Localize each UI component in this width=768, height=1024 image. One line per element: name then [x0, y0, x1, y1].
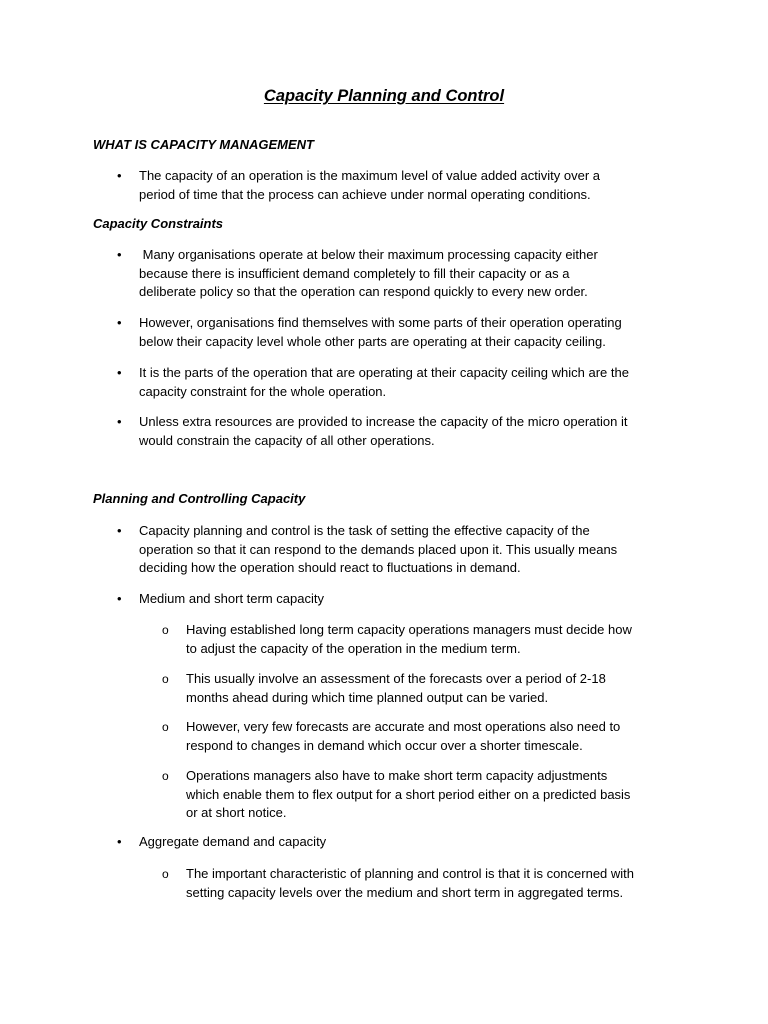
- list-item-line: because there is insufficient demand completely to fill their capacity or as a: [139, 265, 570, 281]
- document-title: [0, 87, 768, 106]
- list-item-line: Medium and short term capacity: [139, 591, 324, 606]
- section-heading-planning-controlling: Planning and Controlling Capacity: [93, 491, 306, 506]
- list-item-line: Unless extra resources are provided to increase the capacity of the micro operation it: [139, 414, 628, 429]
- sub-list-item: [186, 767, 630, 823]
- bullet-marker: •: [117, 591, 122, 606]
- list-item-line: below their capacity level whole other parts are operating at their capacity ceiling.: [139, 333, 606, 349]
- list-item-line: which enable them to flex output for a short period either on a predicted basis: [186, 786, 631, 802]
- sub-bullet-marker: o: [162, 720, 169, 734]
- list-item-line: months ahead during which time planned output can be varied.: [186, 689, 549, 705]
- bullet-marker: •: [117, 168, 122, 183]
- list-item-line: to adjust the capacity of the operation in the medium term.: [186, 640, 521, 656]
- bullet-marker: •: [117, 247, 122, 262]
- list-item: [139, 522, 617, 578]
- bullet-marker: •: [117, 523, 122, 538]
- document-title-text: Capacity Planning and Control: [263, 87, 505, 105]
- list-item-line: Having established long term capacity operations managers must decide how: [186, 622, 632, 637]
- section-heading-capacity-management: WHAT IS CAPACITY MANAGEMENT: [93, 137, 314, 152]
- sub-list-item: [186, 865, 634, 902]
- bullet-marker: •: [117, 315, 122, 330]
- list-item-line: operation so that it can respond to the demands placed upon it. This usually means: [139, 541, 618, 557]
- list-item: [139, 246, 598, 302]
- list-item-line: deciding how the operation should react to fluctuations in demand.: [139, 560, 521, 575]
- list-item-line: However, very few forecasts are accurate and most operations also need to: [186, 719, 621, 734]
- list-item-line: capacity constraint for the whole operation.: [139, 383, 387, 399]
- list-item-line: or at short notice.: [186, 805, 287, 820]
- list-item-line: Many organisations operate at below their maximum processing capacity either: [139, 247, 598, 262]
- sub-bullet-marker: o: [162, 769, 169, 783]
- list-item-line: Aggregate demand and capacity: [139, 834, 327, 849]
- list-item-line: The capacity of an operation is the maximum level of value added activity over a: [139, 168, 601, 183]
- list-item: [139, 364, 629, 401]
- list-item-line: respond to changes in demand which occur over a shorter timescale.: [186, 737, 583, 753]
- sub-bullet-marker: o: [162, 867, 169, 881]
- list-item: [139, 590, 324, 609]
- section-heading-capacity-constraints: Capacity Constraints: [93, 216, 224, 231]
- list-item-line: Operations managers also have to make short term capacity adjustments: [186, 768, 608, 783]
- sub-bullet-marker: o: [162, 672, 169, 686]
- list-item: [139, 167, 600, 204]
- list-item-line: Capacity planning and control is the task of setting the effective capacity of the: [139, 523, 590, 538]
- sub-list-item: [186, 718, 620, 755]
- sub-list-item: [186, 621, 632, 658]
- list-item-line: However, organisations find themselves with some parts of their operation operating: [139, 315, 622, 330]
- list-item-line: It is the parts of the operation that are operating at their capacity ceiling which are the: [139, 365, 629, 380]
- list-item-line: The important characteristic of planning and control is that it is concerned with: [186, 866, 635, 881]
- list-item-line: period of time that the process can achieve under normal operating conditions.: [139, 186, 591, 202]
- list-item: [139, 314, 622, 351]
- list-item-line: This usually involve an assessment of the forecasts over a period of 2-18: [186, 671, 606, 686]
- bullet-marker: •: [117, 414, 122, 429]
- list-item-line: setting capacity levels over the medium and short term in aggregated terms.: [186, 884, 624, 900]
- bullet-marker: •: [117, 834, 122, 849]
- list-item-line: deliberate policy so that the operation can respond quickly to every new order.: [139, 284, 588, 299]
- sub-bullet-marker: o: [162, 623, 169, 637]
- bullet-marker: •: [117, 365, 122, 380]
- list-item: [139, 413, 627, 450]
- list-item: [139, 833, 326, 852]
- list-item-line: would constrain the capacity of all other operations.: [139, 432, 435, 448]
- sub-list-item: [186, 670, 606, 707]
